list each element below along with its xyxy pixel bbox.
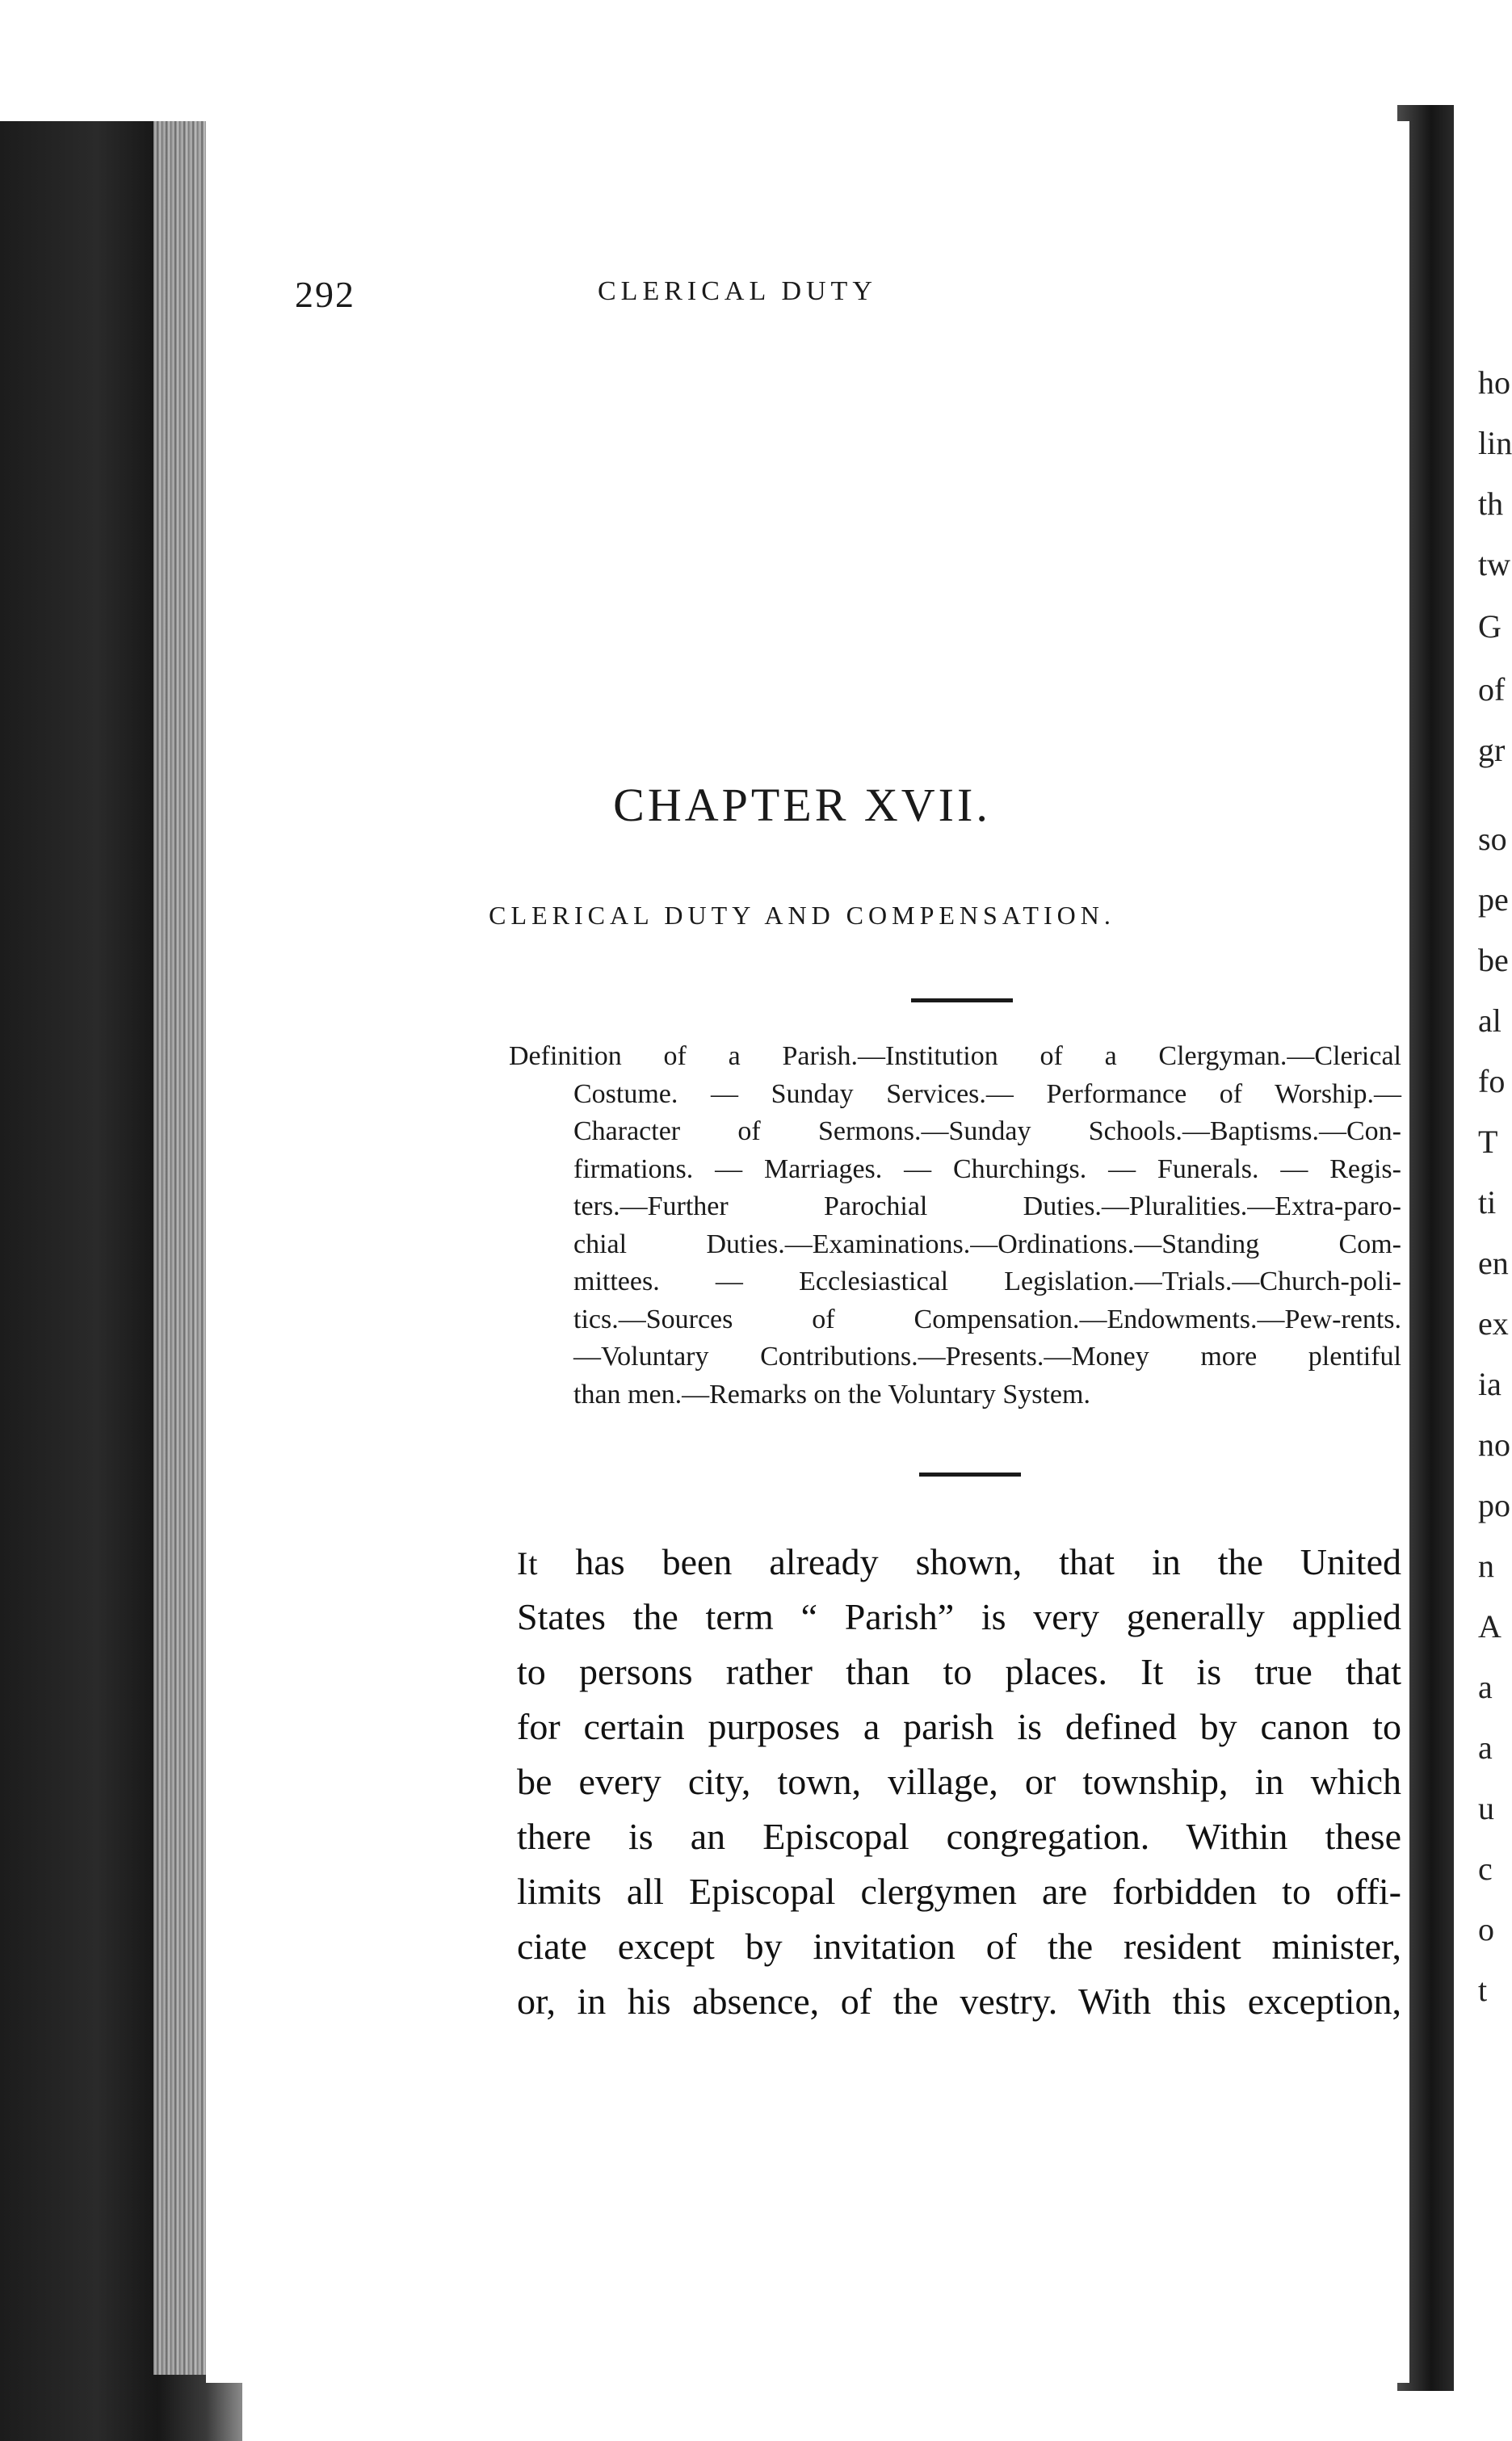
synopsis-line: firmations. — Marriages. — Churchings. — Funerals. — Regis- xyxy=(573,1153,1401,1184)
facing-page-fragment-line: be xyxy=(1478,942,1509,978)
facing-page-fragment-line: G xyxy=(1478,608,1502,645)
body-line: to persons rather than to places. It is true that xyxy=(517,1651,1401,1692)
chapter-subtitle: CLERICAL DUTY AND COMPENSATION. xyxy=(489,901,1115,930)
synopsis-line: mittees. — Ecclesiastical Legislation.—Trials.—Church-poli- xyxy=(573,1267,1401,1296)
body-line: there is an Episcopal congregation. Within these xyxy=(517,1816,1401,1857)
facing-page-fragment-line: lin xyxy=(1478,425,1512,461)
facing-page-fragment-line: pe xyxy=(1478,881,1509,918)
synopsis-line: Character of Sermons.—Sunday Schools.—Baptisms.—Con- xyxy=(573,1116,1401,1146)
facing-page-fragment-line: no xyxy=(1478,1426,1510,1463)
facing-page-fragment-line: po xyxy=(1478,1487,1510,1523)
synopsis-line: Definition of a Parish.—Institution of a Clergyman.—Clerical xyxy=(509,1041,1401,1071)
body-line: States the term “ Parish” is very generally applied xyxy=(517,1596,1401,1637)
facing-page-fragment-line: gr xyxy=(1478,732,1506,768)
facing-page-fragment-line: tw xyxy=(1478,546,1510,582)
opening-word: It xyxy=(517,1545,539,1582)
facing-page-fragment-line: a xyxy=(1478,1729,1493,1766)
facing-page-fragment-line: u xyxy=(1478,1790,1494,1826)
chapter-synopsis xyxy=(509,1038,1401,1414)
facing-page-fragment-line: ho xyxy=(1478,364,1510,401)
body-line-text: has been already shown, that in the United xyxy=(538,1541,1401,1582)
body-line-first xyxy=(517,1535,1401,1590)
facing-page-fragment xyxy=(1454,105,1512,2391)
facing-page-fragment-line: ia xyxy=(1478,1366,1502,1402)
scan-margin-top xyxy=(0,0,1499,121)
facing-page-fragment-line: ex xyxy=(1478,1305,1509,1342)
section-rule-bottom xyxy=(919,1473,1021,1477)
page-number: 292 xyxy=(295,274,355,315)
synopsis-line: —Voluntary Contributions.—Presents.—Money more plentiful xyxy=(573,1342,1401,1372)
facing-page-fragment-line: so xyxy=(1478,821,1507,857)
chapter-title: CHAPTER XVII. xyxy=(613,779,991,831)
body-paragraph xyxy=(517,1535,1401,2029)
facing-page-fragment-line: en xyxy=(1478,1245,1509,1281)
facing-page-fragment-line: t xyxy=(1478,1972,1488,2008)
body-line: be every city, town, village, or township, in which xyxy=(517,1761,1401,1802)
synopsis-line: tics.—Sources of Compensation.—Endowments.—Pew-rents. xyxy=(573,1304,1401,1334)
facing-page-fragment-line: n xyxy=(1478,1548,1494,1584)
synopsis-line: than men.—Remarks on the Voluntary System. xyxy=(573,1379,1090,1410)
body-line: ciate except by invitation of the resident minister, xyxy=(517,1926,1401,1967)
running-head: CLERICAL DUTY xyxy=(598,276,877,306)
section-rule-top xyxy=(911,998,1013,1002)
facing-page-fragment-line: o xyxy=(1478,1911,1494,1947)
facing-page-fragment-line: ti xyxy=(1478,1184,1497,1220)
facing-page-fragment-line: of xyxy=(1478,671,1506,708)
facing-page-fragment-line: fo xyxy=(1478,1063,1506,1099)
body-line: or, in his absence, of the vestry. With this exception, xyxy=(517,1981,1401,2022)
facing-page-fragment-line: th xyxy=(1478,485,1504,522)
synopsis-line: ters.—Further Parochial Duties.—Pluralities.—Extra-paro- xyxy=(573,1191,1401,1221)
synopsis-line: Costume. — Sunday Services.— Performance of Worship.— xyxy=(573,1078,1401,1109)
body-line: for certain purposes a parish is defined by canon to xyxy=(517,1706,1401,1747)
facing-page-fragment-line: a xyxy=(1478,1669,1493,1705)
facing-page-fragment-line: al xyxy=(1478,1002,1502,1039)
facing-page-fragment-line: A xyxy=(1478,1608,1502,1645)
synopsis-line: chial Duties.—Examinations.—Ordinations.—Standing Com- xyxy=(573,1229,1401,1259)
facing-page-fragment-line: c xyxy=(1478,1851,1493,1887)
facing-page-fragment-line: T xyxy=(1478,1124,1498,1160)
body-line: limits all Episcopal clergymen are forbidden to offi- xyxy=(517,1871,1401,1912)
